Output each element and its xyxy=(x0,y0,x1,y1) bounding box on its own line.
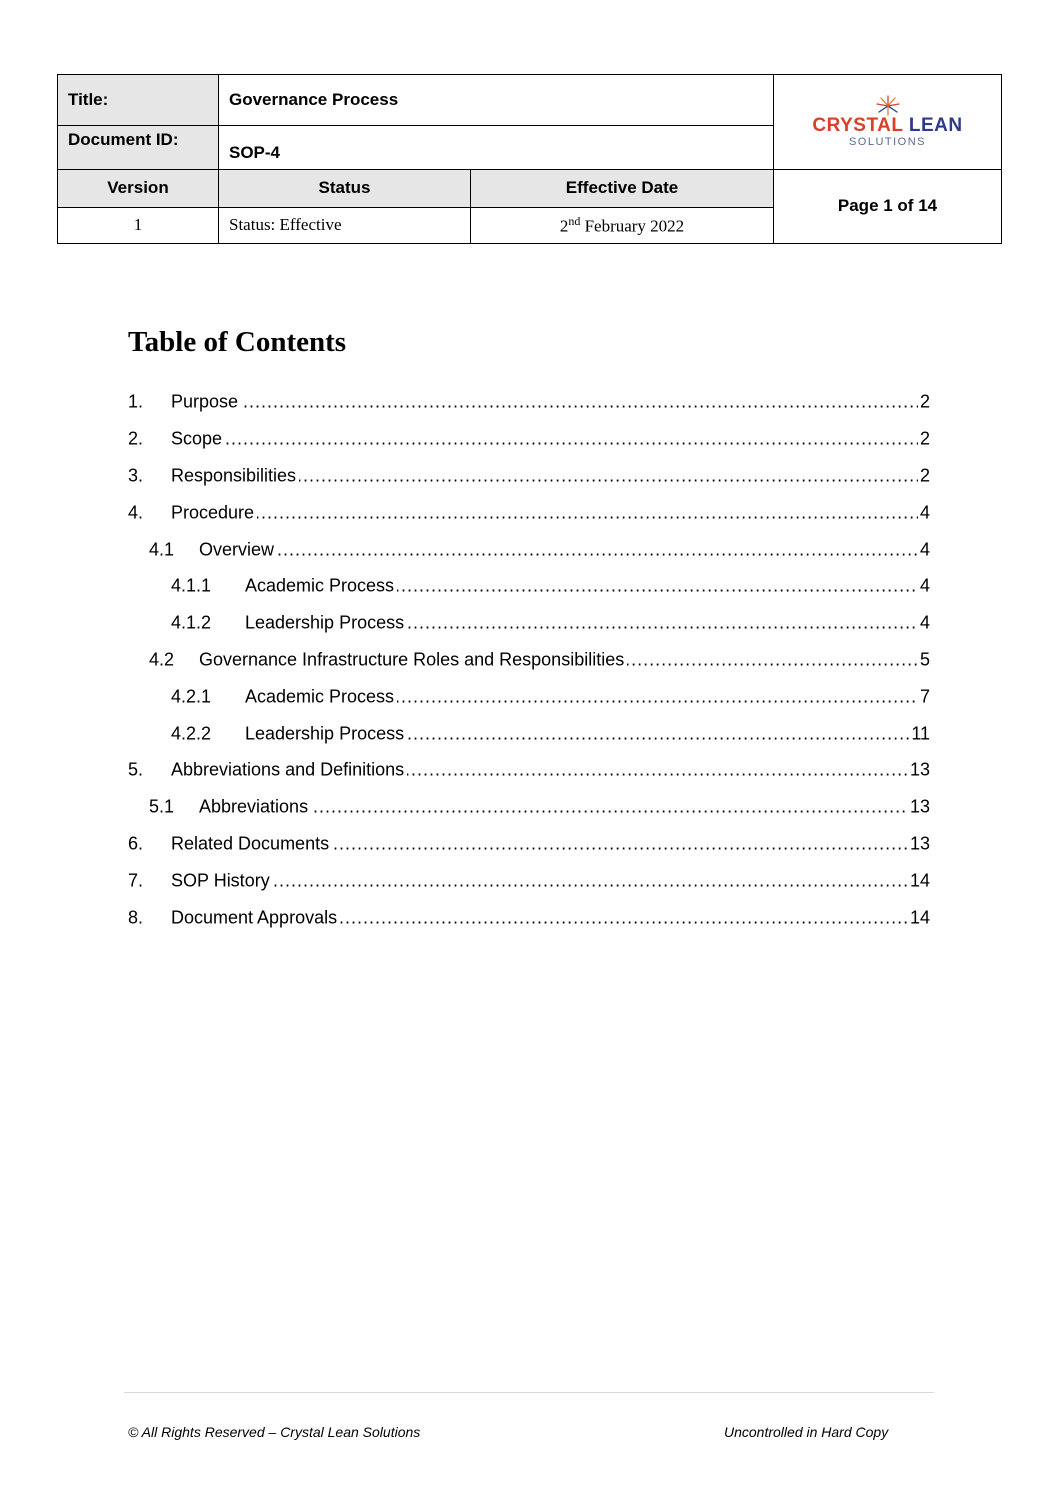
toc-entry-number: 5. xyxy=(128,759,144,780)
toc-entry-page: 4 xyxy=(919,539,930,560)
toc-entry-text: Academic Process xyxy=(245,686,397,707)
version-value: 1 xyxy=(58,207,219,243)
toc-leader-dots xyxy=(199,539,930,560)
toc-entry-number: 4.2.1 xyxy=(171,686,212,707)
date-rest: February 2022 xyxy=(580,216,685,236)
title-value: Governance Process xyxy=(219,75,774,126)
toc-entry[interactable] xyxy=(128,605,930,642)
toc-entry-text: SOP History xyxy=(171,870,273,891)
page-indicator: Page 1 of 14 xyxy=(774,169,1002,243)
logo-word-lean: LEAN xyxy=(908,115,963,137)
toc-entry[interactable] xyxy=(128,826,930,863)
toc-title: Table of Contents xyxy=(128,326,347,358)
toc-entry-text: Abbreviations xyxy=(199,797,311,818)
toc-entry-text: Leadership Process xyxy=(245,723,407,744)
toc-entry-number: 1. xyxy=(128,391,144,412)
toc-entry-text: Document Approvals xyxy=(171,907,340,928)
toc-entry[interactable] xyxy=(128,458,930,495)
effective-date-value xyxy=(471,207,774,243)
toc-entry-text: Overview xyxy=(199,539,277,560)
footer-uncontrolled: Uncontrolled in Hard Copy xyxy=(724,1424,889,1440)
document-header xyxy=(57,74,1001,244)
docid-value: SOP-4 xyxy=(219,126,774,169)
toc-entry-page: 5 xyxy=(919,649,930,670)
toc-entry[interactable] xyxy=(128,862,930,899)
toc-leader-dots xyxy=(171,502,930,523)
toc-leader-dots xyxy=(171,870,930,891)
toc-entry-text: Scope xyxy=(171,429,225,450)
logo-word-crystal: CRYSTAL xyxy=(812,115,904,137)
footer-copyright: © All Rights Reserved – Crystal Lean Solutions xyxy=(128,1424,421,1440)
effective-date-header: Effective Date xyxy=(471,169,774,207)
status-value: Status: Effective xyxy=(219,207,471,243)
toc-entry-page: 11 xyxy=(911,723,930,744)
toc-entry-number: 4.1 xyxy=(149,539,175,560)
toc-entry[interactable] xyxy=(128,715,930,752)
toc-entry[interactable] xyxy=(128,421,930,458)
toc-entry-number: 2. xyxy=(128,428,144,449)
toc-entry-number: 4.2 xyxy=(149,649,175,670)
toc-entry-number: 7. xyxy=(128,870,144,891)
toc-leader-dots xyxy=(171,392,930,413)
toc-entry[interactable] xyxy=(128,531,930,568)
logo-subtitle: SOLUTIONS xyxy=(848,136,927,149)
starburst-icon xyxy=(875,95,901,117)
toc-entry[interactable] xyxy=(128,568,930,605)
toc-entry-text: Governance Infrastructure Roles and Responsibilities xyxy=(199,649,627,670)
toc-entry[interactable] xyxy=(128,384,930,421)
toc-entry-number: 4.1.1 xyxy=(171,575,212,596)
header-table xyxy=(57,74,1002,244)
logo-cell xyxy=(774,75,1002,170)
footer-divider xyxy=(124,1392,934,1393)
toc-entry-page: 14 xyxy=(909,870,930,891)
toc-entry-number: 4.2.2 xyxy=(171,723,212,744)
toc-entry-page: 2 xyxy=(919,428,930,449)
toc-entry-text: Related Documents xyxy=(171,833,332,854)
toc-entry-text: Abbreviations and Definitions xyxy=(171,760,407,781)
toc-entry-page: 13 xyxy=(909,759,930,780)
toc-entry-page: 4 xyxy=(919,612,930,633)
toc-entry[interactable] xyxy=(128,642,930,679)
toc-entry-page: 2 xyxy=(919,391,930,412)
version-header: Version xyxy=(58,169,219,207)
toc-entry-text: Procedure xyxy=(171,502,257,523)
docid-label: Document ID: xyxy=(58,126,219,169)
toc-entry-text: Responsibilities xyxy=(171,465,299,486)
toc-entry-page: 4 xyxy=(919,575,930,596)
toc-entry-page: 2 xyxy=(919,465,930,486)
toc-entry-number: 4. xyxy=(128,502,144,523)
toc-entry-number: 6. xyxy=(128,833,144,854)
toc-entry-text: Purpose xyxy=(171,392,241,413)
toc-entry[interactable] xyxy=(128,899,930,936)
toc-entry-number: 5.1 xyxy=(149,796,175,817)
table-of-contents xyxy=(128,384,930,936)
toc-entry-number: 8. xyxy=(128,907,144,928)
toc-entry[interactable] xyxy=(128,752,930,789)
toc-entry-number: 3. xyxy=(128,465,144,486)
toc-entry[interactable] xyxy=(128,678,930,715)
company-logo xyxy=(784,95,991,148)
toc-entry[interactable] xyxy=(128,494,930,531)
toc-entry-page: 7 xyxy=(919,686,930,707)
toc-entry-page: 4 xyxy=(919,502,930,523)
title-label: Title: xyxy=(58,75,219,126)
date-suffix: nd xyxy=(568,214,581,229)
status-header: Status xyxy=(219,169,471,207)
toc-entry-page: 13 xyxy=(909,796,930,817)
toc-entry-text: Leadership Process xyxy=(245,613,407,634)
toc-entry[interactable] xyxy=(128,789,930,826)
toc-leader-dots xyxy=(171,429,930,450)
toc-entry-page: 14 xyxy=(909,907,930,928)
toc-entry-text: Academic Process xyxy=(245,576,397,597)
logo-wordmark xyxy=(812,117,962,135)
toc-entry-page: 13 xyxy=(909,833,930,854)
date-day: 2 xyxy=(559,216,569,236)
toc-entry-number: 4.1.2 xyxy=(171,612,212,633)
